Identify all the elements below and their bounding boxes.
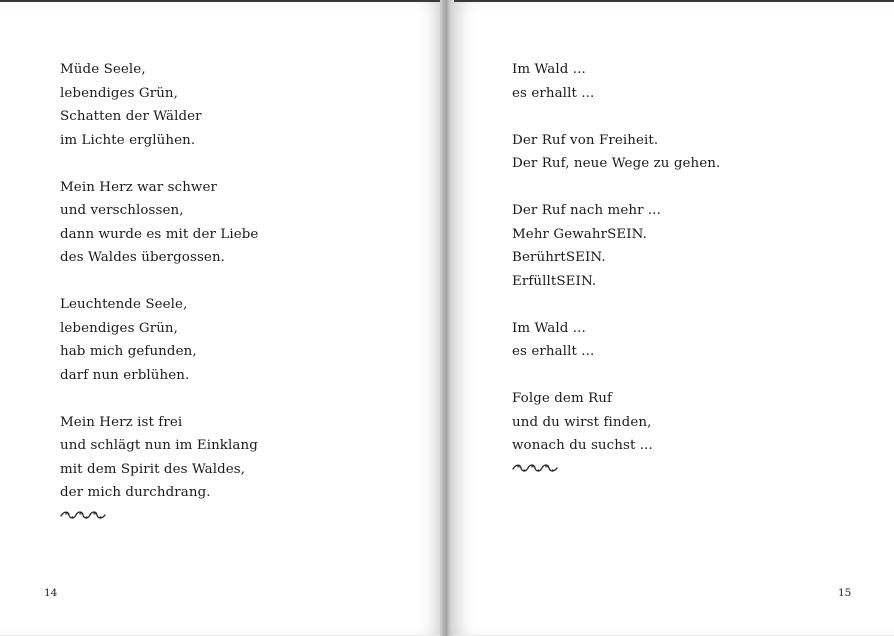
- poem-line: Mein Herz ist frei: [60, 414, 183, 430]
- poem-line: mit dem Spirit des Waldes,: [60, 461, 246, 477]
- poem-line: Der Ruf von Freiheit.: [512, 132, 659, 148]
- stanza-break: [512, 176, 720, 200]
- poem-line: lebendiges Grün,: [60, 85, 179, 101]
- poem-line: Mehr GewahrSEIN.: [512, 226, 647, 242]
- stanza-break: [512, 105, 720, 129]
- stanza-break: [512, 293, 720, 317]
- poem-line: der mich durchdrang.: [60, 485, 211, 500]
- vine-ornament-icon: [60, 507, 258, 525]
- poem-line: und verschlossen,: [60, 203, 184, 218]
- stanza-break: [60, 270, 258, 294]
- stanza-break: [512, 364, 720, 388]
- poem-line: BerührtSEIN.: [512, 250, 606, 265]
- right-poem: [512, 58, 720, 478]
- poem-line: Mein Herz war schwer: [60, 179, 217, 195]
- poem-line: dann wurde es mit der Liebe: [60, 226, 259, 242]
- stanza-break: [60, 387, 258, 411]
- poem-line: im Lichte erglühen.: [60, 132, 196, 148]
- vine-ornament-icon: [512, 460, 720, 478]
- poem-line: und du wirst finden,: [512, 414, 652, 430]
- poem-line: lebendiges Grün,: [60, 320, 179, 336]
- stanza-break: [60, 152, 258, 176]
- poem-line: darf nun erblühen.: [60, 367, 190, 383]
- poem-line: und schlägt nun im Einklang: [60, 438, 258, 453]
- poem-line: Leuchtende Seele,: [60, 297, 188, 312]
- right-page: [450, 2, 894, 635]
- left-poem: [60, 58, 258, 525]
- left-page: [0, 2, 444, 635]
- poem-line: wonach du suchst ...: [512, 438, 653, 453]
- poem-line: es erhallt ...: [512, 85, 595, 101]
- poem-line: Im Wald ...: [512, 320, 586, 336]
- poem-line: Der Ruf, neue Wege zu gehen.: [512, 156, 721, 171]
- poem-line: hab mich gefunden,: [60, 344, 197, 359]
- poem-line: Müde Seele,: [60, 62, 146, 77]
- page-number: 15: [838, 587, 852, 599]
- page-number: 14: [44, 587, 58, 599]
- poem-line: Folge dem Ruf: [512, 391, 613, 406]
- poem-line: Der Ruf nach mehr ...: [512, 203, 661, 218]
- poem-line: Schatten der Wälder: [60, 109, 202, 124]
- poem-line: Im Wald ...: [512, 62, 586, 77]
- poem-line: es erhallt ...: [512, 344, 595, 359]
- poem-line: ErfülltSEIN.: [512, 273, 597, 289]
- poem-line: des Waldes übergossen.: [60, 250, 226, 265]
